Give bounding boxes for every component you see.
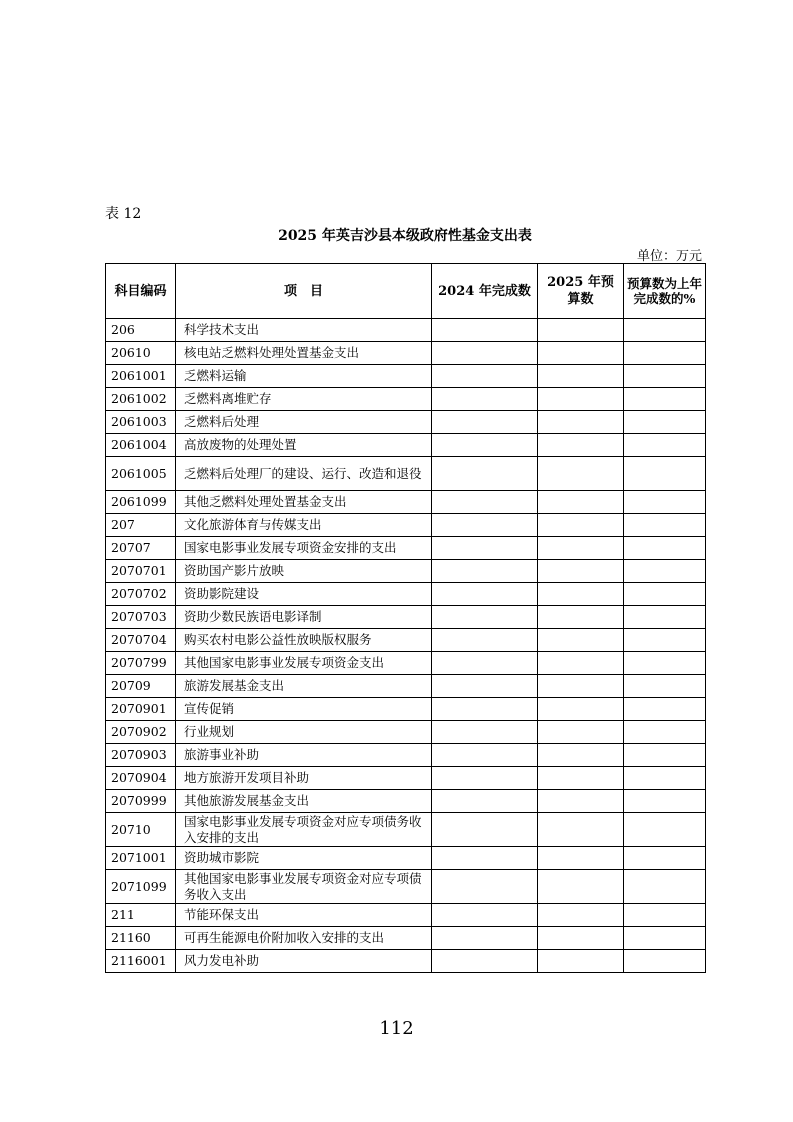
table-row: [106, 813, 706, 847]
row-item-name: 文化旅游体育与传媒支出: [176, 514, 432, 537]
header-percent: 预算数为上年完成数的%: [624, 264, 706, 319]
row-budget-2025: [538, 434, 624, 457]
row-item-name: 其他国家电影事业发展专项资金对应专项债务收入支出: [176, 870, 432, 904]
table-row: [106, 870, 706, 904]
header-item: 项 目: [176, 264, 432, 319]
row-item-name: 地方旅游开发项目补助: [176, 767, 432, 790]
row-code: 2070702: [106, 583, 176, 606]
row-budget-2025: [538, 698, 624, 721]
row-budget-2025: [538, 560, 624, 583]
table-header-row: [106, 264, 706, 319]
row-code: 2061004: [106, 434, 176, 457]
table-row: [106, 767, 706, 790]
row-percent: [624, 560, 706, 583]
row-item-name: 国家电影事业发展专项资金安排的支出: [176, 537, 432, 560]
row-item-name: 资助城市影院: [176, 847, 432, 870]
row-actual-2024: [432, 950, 538, 973]
row-code: 2070901: [106, 698, 176, 721]
row-code: 2070799: [106, 652, 176, 675]
table-row: [106, 491, 706, 514]
row-budget-2025: [538, 583, 624, 606]
table-row: [106, 514, 706, 537]
fund-expenditure-table: [105, 263, 706, 973]
row-actual-2024: [432, 388, 538, 411]
row-code: 20710: [106, 813, 176, 847]
row-percent: [624, 721, 706, 744]
table-row: [106, 457, 706, 491]
row-item-name: 资助少数民族语电影译制: [176, 606, 432, 629]
document-title: 2025 年英吉沙县本级政府性基金支出表: [278, 228, 532, 244]
row-actual-2024: [432, 629, 538, 652]
row-percent: [624, 847, 706, 870]
row-code: 2061002: [106, 388, 176, 411]
row-item-name: 旅游发展基金支出: [176, 675, 432, 698]
row-item-name: 资助影院建设: [176, 583, 432, 606]
row-actual-2024: [432, 457, 538, 491]
row-code: 2061001: [106, 365, 176, 388]
row-budget-2025: [538, 813, 624, 847]
row-budget-2025: [538, 457, 624, 491]
row-budget-2025: [538, 319, 624, 342]
row-item-name: 购买农村电影公益性放映版权服务: [176, 629, 432, 652]
row-item-name: 国家电影事业发展专项资金对应专项债务收入安排的支出: [176, 813, 432, 847]
row-code: 21160: [106, 927, 176, 950]
row-percent: [624, 904, 706, 927]
row-percent: [624, 388, 706, 411]
row-percent: [624, 606, 706, 629]
row-item-name: 资助国产影片放映: [176, 560, 432, 583]
row-percent: [624, 927, 706, 950]
row-actual-2024: [432, 721, 538, 744]
table-row: [106, 629, 706, 652]
row-item-name: 可再生能源电价附加收入安排的支出: [176, 927, 432, 950]
row-percent: [624, 457, 706, 491]
row-code: 2070703: [106, 606, 176, 629]
row-code: 2070904: [106, 767, 176, 790]
row-percent: [624, 652, 706, 675]
row-budget-2025: [538, 767, 624, 790]
row-actual-2024: [432, 491, 538, 514]
row-budget-2025: [538, 514, 624, 537]
header-budget-2025: 2025 年预算数: [538, 264, 624, 319]
table-row: [106, 388, 706, 411]
row-budget-2025: [538, 411, 624, 434]
row-actual-2024: [432, 698, 538, 721]
row-percent: [624, 434, 706, 457]
table-label: 表 12: [105, 206, 142, 222]
row-item-name: 科学技术支出: [176, 319, 432, 342]
table-row: [106, 434, 706, 457]
table-row: [106, 698, 706, 721]
row-code: 2070999: [106, 790, 176, 813]
row-code: 207: [106, 514, 176, 537]
row-percent: [624, 537, 706, 560]
table-row: [106, 652, 706, 675]
row-budget-2025: [538, 950, 624, 973]
row-budget-2025: [538, 675, 624, 698]
table-row: [106, 583, 706, 606]
row-actual-2024: [432, 434, 538, 457]
row-item-name: 乏燃料后处理厂的建设、运行、改造和退役: [176, 457, 432, 491]
row-budget-2025: [538, 790, 624, 813]
row-actual-2024: [432, 583, 538, 606]
table-row: [106, 847, 706, 870]
row-actual-2024: [432, 870, 538, 904]
row-budget-2025: [538, 904, 624, 927]
row-percent: [624, 365, 706, 388]
row-percent: [624, 767, 706, 790]
row-item-name: 乏燃料运输: [176, 365, 432, 388]
row-code: 20610: [106, 342, 176, 365]
row-code: 20707: [106, 537, 176, 560]
table-row: [106, 537, 706, 560]
row-actual-2024: [432, 537, 538, 560]
row-item-name: 风力发电补助: [176, 950, 432, 973]
row-actual-2024: [432, 675, 538, 698]
table-row: [106, 560, 706, 583]
row-percent: [624, 319, 706, 342]
row-actual-2024: [432, 744, 538, 767]
row-percent: [624, 675, 706, 698]
row-percent: [624, 491, 706, 514]
row-budget-2025: [538, 388, 624, 411]
table-row: [106, 319, 706, 342]
row-code: 206: [106, 319, 176, 342]
row-percent: [624, 342, 706, 365]
header-code: 科目编码: [106, 264, 176, 319]
table-body: [106, 319, 706, 973]
row-percent: [624, 514, 706, 537]
row-percent: [624, 411, 706, 434]
row-code: 2071001: [106, 847, 176, 870]
table-row: [106, 342, 706, 365]
row-actual-2024: [432, 652, 538, 675]
row-percent: [624, 744, 706, 767]
row-actual-2024: [432, 342, 538, 365]
row-budget-2025: [538, 342, 624, 365]
row-budget-2025: [538, 491, 624, 514]
row-actual-2024: [432, 319, 538, 342]
row-code: 211: [106, 904, 176, 927]
row-budget-2025: [538, 652, 624, 675]
row-percent: [624, 950, 706, 973]
row-budget-2025: [538, 744, 624, 767]
table-row: [106, 606, 706, 629]
table-row: [106, 904, 706, 927]
row-percent: [624, 629, 706, 652]
row-item-name: 宣传促销: [176, 698, 432, 721]
row-percent: [624, 698, 706, 721]
page-number: 112: [379, 1018, 414, 1039]
row-percent: [624, 583, 706, 606]
table-row: [106, 790, 706, 813]
row-code: 2070701: [106, 560, 176, 583]
row-actual-2024: [432, 514, 538, 537]
row-item-name: 节能环保支出: [176, 904, 432, 927]
table-row: [106, 365, 706, 388]
row-item-name: 旅游事业补助: [176, 744, 432, 767]
table-row: [106, 744, 706, 767]
row-percent: [624, 790, 706, 813]
row-actual-2024: [432, 813, 538, 847]
row-code: 2061005: [106, 457, 176, 491]
row-code: 20709: [106, 675, 176, 698]
row-code: 2070902: [106, 721, 176, 744]
row-actual-2024: [432, 606, 538, 629]
table-row: [106, 675, 706, 698]
row-item-name: 乏燃料后处理: [176, 411, 432, 434]
table-row: [106, 927, 706, 950]
row-item-name: 其他国家电影事业发展专项资金支出: [176, 652, 432, 675]
row-item-name: 其他乏燃料处理处置基金支出: [176, 491, 432, 514]
row-item-name: 核电站乏燃料处理处置基金支出: [176, 342, 432, 365]
row-code: 2070704: [106, 629, 176, 652]
row-budget-2025: [538, 847, 624, 870]
row-item-name: 其他旅游发展基金支出: [176, 790, 432, 813]
row-actual-2024: [432, 411, 538, 434]
row-percent: [624, 813, 706, 847]
row-item-name: 乏燃料离堆贮存: [176, 388, 432, 411]
row-actual-2024: [432, 560, 538, 583]
row-budget-2025: [538, 537, 624, 560]
row-code: 2116001: [106, 950, 176, 973]
unit-label: 单位：万元: [636, 249, 702, 264]
row-actual-2024: [432, 847, 538, 870]
row-item-name: 行业规划: [176, 721, 432, 744]
row-actual-2024: [432, 904, 538, 927]
row-budget-2025: [538, 606, 624, 629]
row-code: 2061003: [106, 411, 176, 434]
row-actual-2024: [432, 767, 538, 790]
row-percent: [624, 870, 706, 904]
row-item-name: 高放废物的处理处置: [176, 434, 432, 457]
row-budget-2025: [538, 629, 624, 652]
header-actual-2024: 2024 年完成数: [432, 264, 538, 319]
table-row: [106, 721, 706, 744]
row-actual-2024: [432, 790, 538, 813]
table-row: [106, 411, 706, 434]
table-row: [106, 950, 706, 973]
row-actual-2024: [432, 927, 538, 950]
row-budget-2025: [538, 870, 624, 904]
row-code: 2070903: [106, 744, 176, 767]
row-actual-2024: [432, 365, 538, 388]
row-budget-2025: [538, 927, 624, 950]
row-budget-2025: [538, 365, 624, 388]
row-code: 2061099: [106, 491, 176, 514]
row-code: 2071099: [106, 870, 176, 904]
row-budget-2025: [538, 721, 624, 744]
